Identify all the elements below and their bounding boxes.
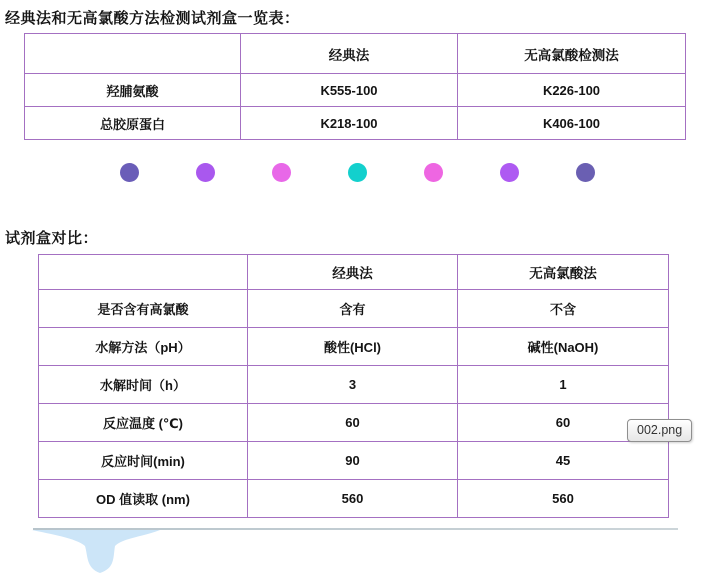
- row-label-contains-perchloric: 是否含有高氯酸: [39, 290, 248, 328]
- cell-classic-value: 560: [248, 480, 458, 518]
- table1-header-classic: 经典法: [241, 34, 458, 74]
- table-row: [25, 74, 686, 107]
- table-row: [39, 404, 669, 442]
- cell-no-perchloric-value: 碱性(NaOH): [458, 328, 669, 366]
- table-row: [39, 366, 669, 404]
- cell-classic-value: 60: [248, 404, 458, 442]
- table1-header-empty: [25, 34, 241, 74]
- table-row: [39, 328, 669, 366]
- row-label-hydrolysis-time: 水解时间（h）: [39, 366, 248, 404]
- loading-dot: [348, 163, 367, 182]
- loading-dot: [120, 163, 139, 182]
- loading-dot: [424, 163, 443, 182]
- row-label-od-reading: OD 值读取 (nm): [39, 480, 248, 518]
- table2-header-classic: 经典法: [248, 255, 458, 290]
- cell-no-perchloric-value: 60: [458, 404, 669, 442]
- cell-no-perchloric-value: 45: [458, 442, 669, 480]
- table-row: [39, 290, 669, 328]
- loading-dots: [120, 163, 595, 182]
- table-row: [39, 480, 669, 518]
- row-label-hydroxyproline: 羟脯氨酸: [25, 74, 241, 107]
- loading-dot: [196, 163, 215, 182]
- watermark-blob: [30, 530, 170, 576]
- row-label-total-collagen: 总胶原蛋白: [25, 107, 241, 140]
- cell-no-perchloric-value: 560: [458, 480, 669, 518]
- loading-dot: [272, 163, 291, 182]
- blob-shape: [32, 530, 160, 573]
- cell-classic-value: 含有: [248, 290, 458, 328]
- cell-classic-value: 90: [248, 442, 458, 480]
- cell-no-perchloric-value: 不含: [458, 290, 669, 328]
- table1-header-row: [25, 34, 686, 74]
- cell-classic-value: 酸性(HCl): [248, 328, 458, 366]
- kit-overview-table: [24, 33, 686, 140]
- kit-compare-table: [38, 254, 669, 518]
- row-label-reaction-time: 反应时间(min): [39, 442, 248, 480]
- table1-header-no-perchloric: 无高氯酸检测法: [458, 34, 686, 74]
- compare-section-title: 试剂盒对比：: [5, 230, 99, 247]
- table-row: [39, 442, 669, 480]
- cell-classic-value: 3: [248, 366, 458, 404]
- cell-no-perchloric-catalog: K406-100: [458, 107, 686, 140]
- row-label-reaction-temp: 反应温度 (℃): [39, 404, 248, 442]
- table2-header-row: [39, 255, 669, 290]
- filename-tooltip: 002.png: [627, 419, 692, 442]
- cell-classic-catalog: K555-100: [241, 74, 458, 107]
- table2-header-empty: [39, 255, 248, 290]
- loading-dot: [576, 163, 595, 182]
- cell-no-perchloric-value: 1: [458, 366, 669, 404]
- overview-section-title: 经典法和无高氯酸方法检测试剂盒一览表：: [5, 10, 300, 27]
- loading-dot: [500, 163, 519, 182]
- table2-header-no-perchloric: 无高氯酸法: [458, 255, 669, 290]
- cell-classic-catalog: K218-100: [241, 107, 458, 140]
- cell-no-perchloric-catalog: K226-100: [458, 74, 686, 107]
- row-label-hydrolysis-method: 水解方法（pH）: [39, 328, 248, 366]
- table-row: [25, 107, 686, 140]
